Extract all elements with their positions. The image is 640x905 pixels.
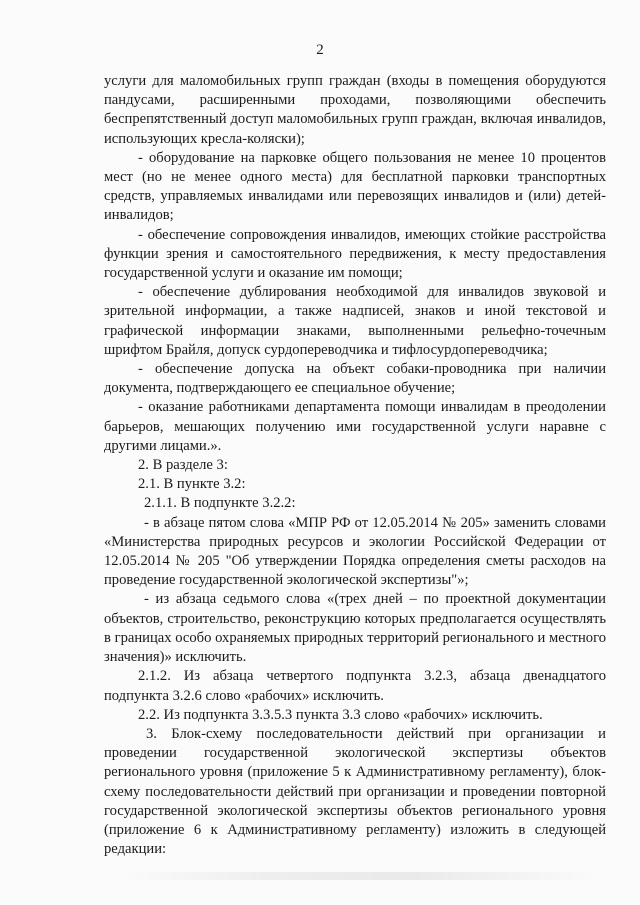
paragraph-remove-three-days: - из абзаца седьмого слова «(трех дней – по проектной документации объектов, строительство, реконструкцию которых предполагается осуществлять в границах особо охраняемых природных территорий регионального и местного значения)» исключить. <box>104 591 606 666</box>
paragraph-escort: - обеспечение сопровождения инвалидов, имеющих стойкие расстройства функции зрения и самостоятельного передвижения, к месту предоставления государственной услуги и оказание им помощи; <box>104 226 606 282</box>
paragraph-block-scheme: 3. Блок-схему последовательности действий при организации и проведении государственной экологической экспертизы объектов регионального уровня (приложение 5 к Административному регламенту), блок-схему последовательности действий при организации и проведении повторной государственной экологической экспертизы объектов регионального уровня (приложение 6 к Административному регламенту) изложить в следующей редакции: <box>104 725 606 858</box>
paragraph-braille: - обеспечение дублирования необходимой для инвалидов звуковой и зрительной информации, а также надписей, знаков и иной текстовой и графической информации знаками, выполненными рельефно-точечным шрифтом Брайля, допуск сурдопереводчика и тифлосурдопереводчика; <box>104 284 606 358</box>
paragraph-replace-mpr: - в абзаце пятом слова «МПР РФ от 12.05.2014 № 205» заменить словами «Министерства природных ресурсов и экологии Российской Федерации от 12.05.2014 № 205 "Об утверждении Порядка определения сметы расходов на проведение государственной экологической экспертизы"»; <box>104 514 606 589</box>
document-body <box>104 72 606 859</box>
page-number: 2 <box>316 42 324 58</box>
paragraph-staff-assistance: - оказание работниками департамента помощи инвалидам в преодолении барьеров, мешающих получению ими государственной услуги наравне с другими лицами.». <box>104 399 606 454</box>
scan-artifact <box>120 872 600 880</box>
paragraph-clause-2-1-2: 2.1.2. Из абзаца четвертого подпункта 3.2.3, абзаца двенадцатого подпункта 3.2.6 слово «рабочих» исключить. <box>104 668 606 704</box>
paragraph-clause-2-1: 2.1. В пункте 3.2: <box>138 476 246 493</box>
paragraph-section-3: 2. В разделе 3: <box>138 457 228 474</box>
paragraph-accessibility-intro: услуги для маломобильных групп граждан (входы в помещения оборудуются пандусами, расширенными проходами, позволяющими обеспечить беспрепятственный доступ маломобильных групп граждан, включая инвалидов, использующих кресла-коляски); <box>104 73 606 147</box>
paragraph-clause-2-2: 2.2. Из подпункта 3.3.5.3 пункта 3.3 слово «рабочих» исключить. <box>138 706 543 723</box>
paragraph-parking: - оборудование на парковке общего пользования не менее 10 процентов мест (но не менее одного места) для бесплатной парковки транспортных средств, управляемых инвалидами или перевозящих инвалидов и (или) детей-инвалидов; <box>104 149 606 224</box>
paragraph-guide-dog: - обеспечение допуска на объект собаки-проводника при наличии документа, подтверждающего ее специальное обучение; <box>104 361 606 397</box>
paragraph-clause-2-1-1: 2.1.1. В подпункте 3.2.2: <box>144 495 296 512</box>
